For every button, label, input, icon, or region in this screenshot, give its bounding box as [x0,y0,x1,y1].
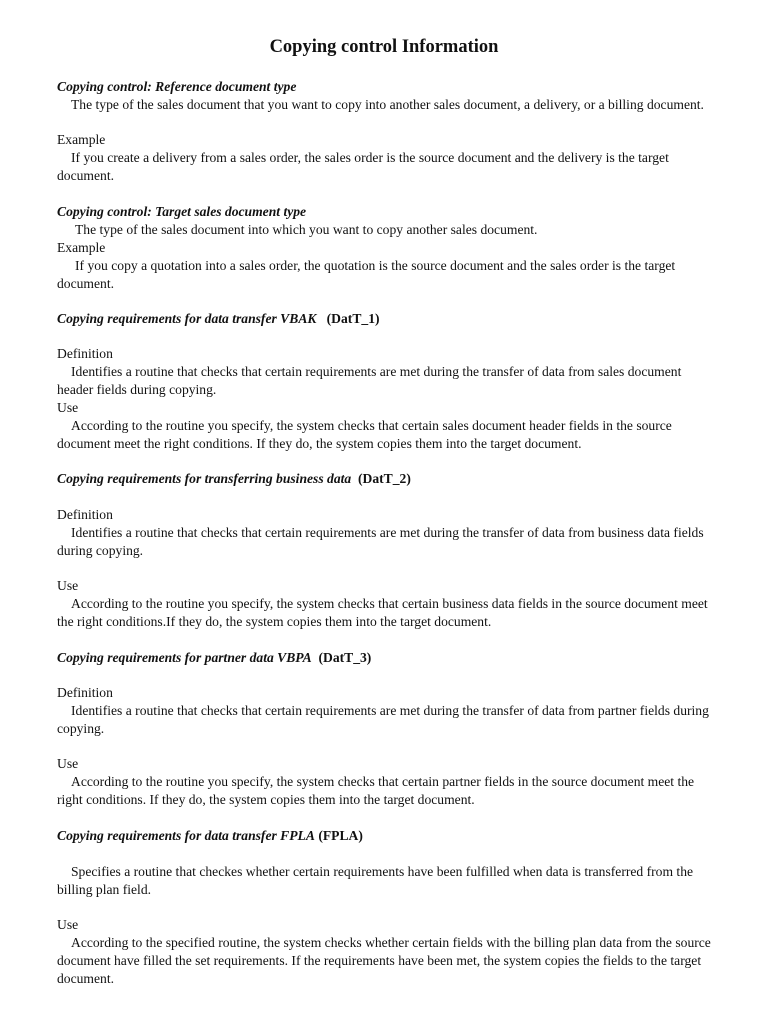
section-heading-text: Copying control: Target sales document type [57,204,307,219]
use-label: Use [57,917,79,932]
definition-label: Definition [57,346,113,361]
definition-label: Definition [57,507,113,522]
section-heading-text: Copying control: Reference document type [57,79,297,94]
section-heading-text: Copying requirements for data transfer VBAK [57,311,317,326]
example-text: If you create a delivery from a sales order, the sales order is the source document and the delivery is the target document. [57,150,669,183]
use-label: Use [57,756,79,771]
use-text: According to the routine you specify, the system checks that certain partner fields in the source document meet the right conditions. If they do, the system copies them into the target document. [57,774,695,807]
definition-text: Identifies a routine that checks that certain requirements are met during the transfer of data from business data fields during copying. [57,525,704,558]
example-label: Example [57,132,106,147]
section-heading [57,78,712,96]
use-text: According to the routine you specify, the system checks that certain sales document header fields in the source document meet the right conditions. If they do, the system copies them into the target document. [57,418,672,451]
section-heading [57,310,712,328]
document-title: Copying control Information [269,37,499,57]
definition-text: Identifies a routine that checks that certain requirements are met during the transfer of data from sales document header fields during copying. [57,364,682,397]
section-code: (FPLA) [318,828,363,843]
section-heading [57,203,712,221]
example-text: If you copy a quotation into a sales order, the quotation is the source document and the sales order is the target document. [57,258,676,291]
section-heading [57,827,712,845]
section-description: The type of the sales document that you want to copy into another sales document, a delivery, or a billing document. [71,97,704,112]
use-label: Use [57,578,79,593]
section-heading-text: Copying requirements for partner data VBPA [57,650,312,665]
section-heading [57,470,712,488]
use-label: Use [57,400,79,415]
section-description: Specifies a routine that checkes whether certain requirements have been fulfilled when data is transferred from the billing plan field. [57,864,694,897]
section-heading [57,649,712,667]
section-code: (DatT_2) [358,471,411,486]
section-description: The type of the sales document into which you want to copy another sales document. [75,222,538,237]
use-text: According to the specified routine, the system checks whether certain fields with the billing plan data from the source document have filled the set requirements. If the requirements have been met, the system copies the fields to the target document. [57,935,711,986]
definition-text: Identifies a routine that checks that certain requirements are met during the transfer of data from partner fields during copying. [57,703,709,736]
definition-label: Definition [57,685,113,700]
use-text: According to the routine you specify, the system checks that certain business data fields in the source document meet the right conditions.If they do, the system copies them into the target document. [57,596,708,629]
section-heading-text: Copying requirements for transferring business data [57,471,352,486]
example-label: Example [57,240,106,255]
section-code: (DatT_3) [318,650,372,665]
section-code: (DatT_1) [326,311,380,326]
section-heading-text: Copying requirements for data transfer FPLA [57,828,315,843]
